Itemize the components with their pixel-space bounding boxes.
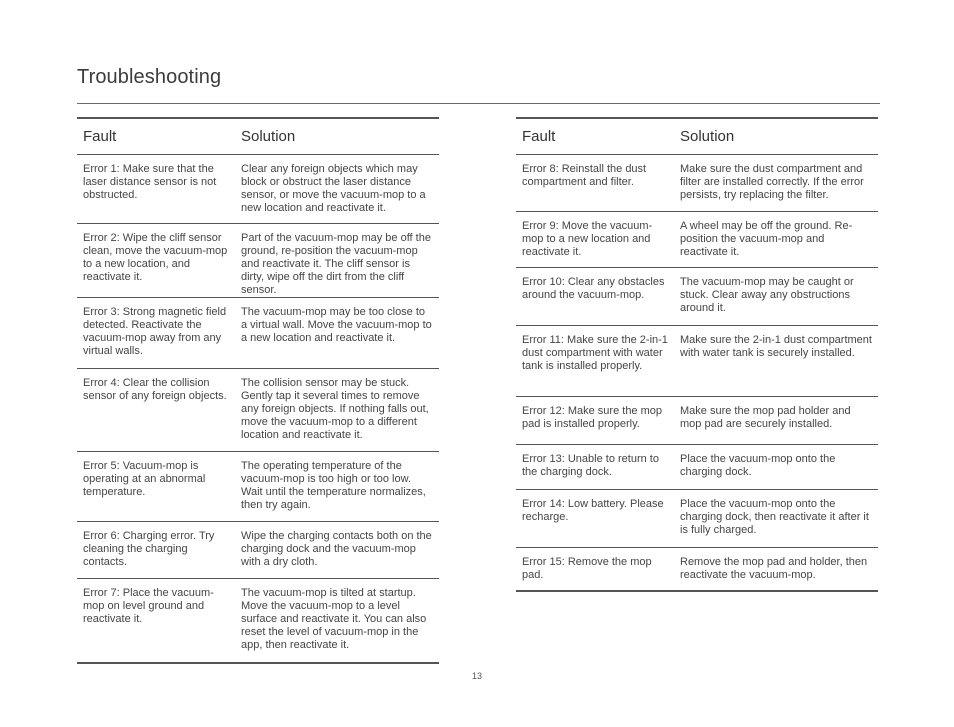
fault-cell: Error 9: Move the vacuum-mop to a new location and reactivate it. <box>516 212 674 268</box>
title-divider <box>77 103 880 104</box>
table-row <box>516 490 878 548</box>
table-row <box>516 326 878 397</box>
solution-cell: Remove the mop pad and holder, then reactivate the vacuum-mop. <box>674 548 878 591</box>
fault-cell: Error 8: Reinstall the dust compartment and filter. <box>516 155 674 212</box>
table-row <box>77 369 439 452</box>
table-header-row <box>77 118 439 155</box>
solution-cell: Make sure the mop pad holder and mop pad are securely installed. <box>674 397 878 445</box>
fault-cell: Error 3: Strong magnetic field detected. Reactivate the vacuum-mop away from any virtual walls. <box>77 298 235 369</box>
solution-cell: The vacuum-mop is tilted at startup. Move the vacuum-mop to a level surface and reactivate it. You can also reset the level of vacuum-mop in the app, then reactivate it. <box>235 579 439 663</box>
table-row <box>77 224 439 298</box>
table-row <box>516 445 878 490</box>
solution-column-header: Solution <box>235 118 439 155</box>
solution-cell: Make sure the dust compartment and filter are installed correctly. If the error persists, try replacing the filter. <box>674 155 878 212</box>
solution-cell: Make sure the 2-in-1 dust compartment with water tank is securely installed. <box>674 326 878 397</box>
fault-cell: Error 2: Wipe the cliff sensor clean, move the vacuum-mop to a new location, and reactivate it. <box>77 224 235 298</box>
table-row <box>516 268 878 326</box>
fault-cell: Error 10: Clear any obstacles around the vacuum-mop. <box>516 268 674 326</box>
fault-cell: Error 5: Vacuum-mop is operating at an abnormal temperature. <box>77 452 235 522</box>
page-title: Troubleshooting <box>77 66 222 88</box>
solution-cell: Clear any foreign objects which may block or obstruct the laser distance sensor, or move the vacuum-mop to a new location and reactivate it. <box>235 155 439 224</box>
fault-cell: Error 1: Make sure that the laser distance sensor is not obstructed. <box>77 155 235 224</box>
table-header-row <box>516 118 878 155</box>
fault-table-right <box>516 117 878 592</box>
solution-column-header: Solution <box>674 118 878 155</box>
table-row <box>516 548 878 591</box>
solution-cell: The collision sensor may be stuck. Gently tap it several times to remove any foreign objects. If nothing falls out, move the vacuum-mop to a different location and reactivate it. <box>235 369 439 452</box>
solution-cell: Part of the vacuum-mop may be off the ground, re-position the vacuum-mop and reactivate it. The cliff sensor is dirty, wipe off the dirt from the cliff sensor. <box>235 224 439 298</box>
solution-cell: Place the vacuum-mop onto the charging dock. <box>674 445 878 490</box>
solution-cell: The operating temperature of the vacuum-mop is too high or too low. Wait until the temperature normalizes, then try again. <box>235 452 439 522</box>
solution-cell: Place the vacuum-mop onto the charging dock, then reactivate it after it is fully charged. <box>674 490 878 548</box>
fault-column-header: Fault <box>77 118 235 155</box>
table-row <box>77 579 439 663</box>
page-number: 13 <box>471 671 482 681</box>
table-row <box>516 155 878 212</box>
solution-cell: Wipe the charging contacts both on the charging dock and the vacuum-mop with a dry cloth. <box>235 522 439 579</box>
fault-table-left <box>77 117 439 664</box>
table-row <box>77 452 439 522</box>
fault-cell: Error 4: Clear the collision sensor of any foreign objects. <box>77 369 235 452</box>
fault-cell: Error 12: Make sure the mop pad is installed properly. <box>516 397 674 445</box>
fault-column-header: Fault <box>516 118 674 155</box>
table-row <box>516 397 878 445</box>
table-row <box>77 298 439 369</box>
fault-cell: Error 15: Remove the mop pad. <box>516 548 674 591</box>
fault-cell: Error 13: Unable to return to the charging dock. <box>516 445 674 490</box>
table-row <box>77 522 439 579</box>
fault-cell: Error 7: Place the vacuum-mop on level ground and reactivate it. <box>77 579 235 663</box>
table-row <box>516 212 878 268</box>
fault-cell: Error 11: Make sure the 2-in-1 dust compartment with water tank is installed properly. <box>516 326 674 397</box>
table-row <box>77 155 439 224</box>
solution-cell: A wheel may be off the ground. Re-position the vacuum-mop and reactivate it. <box>674 212 878 268</box>
fault-cell: Error 14: Low battery. Please recharge. <box>516 490 674 548</box>
solution-cell: The vacuum-mop may be caught or stuck. Clear away any obstructions around it. <box>674 268 878 326</box>
fault-cell: Error 6: Charging error. Try cleaning the charging contacts. <box>77 522 235 579</box>
solution-cell: The vacuum-mop may be too close to a virtual wall. Move the vacuum-mop to a new location and reactivate it. <box>235 298 439 369</box>
